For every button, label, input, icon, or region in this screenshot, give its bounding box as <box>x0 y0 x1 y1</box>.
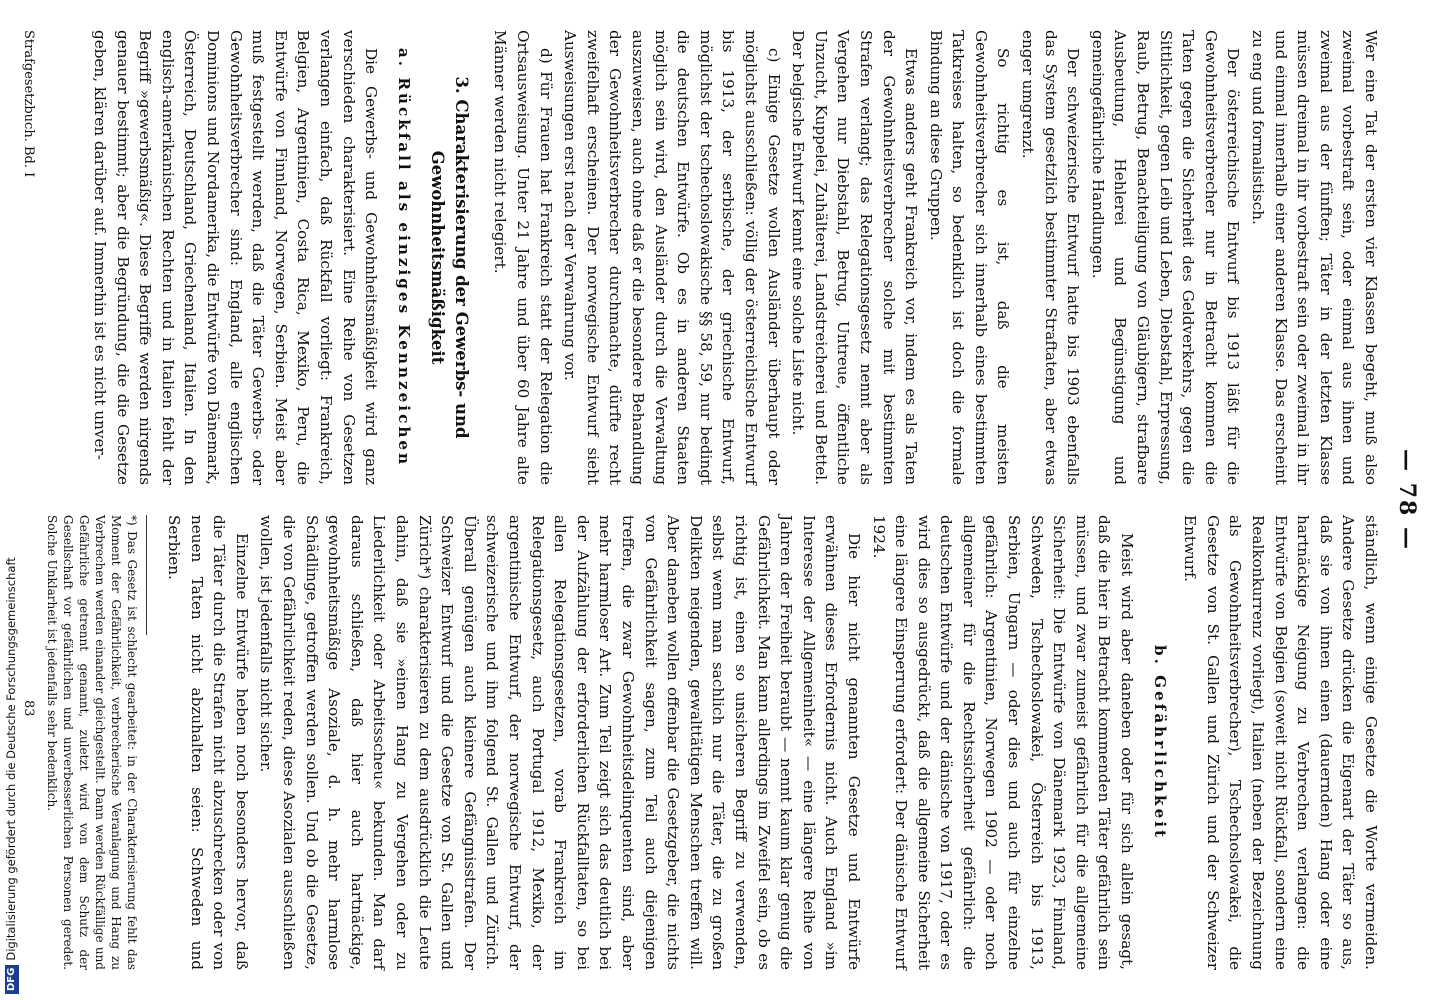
paragraph: ständlich, wenn einige Gesetze die Worte vermeiden. Andere Gesetze drücken die Eigenart der Täter so aus, daß sie von ihnen einen (dauernden) Hang oder eine hartnäckige Neigung zu Verbrechen verlangen: die Entwürfe von Belgien (soweit nicht Rückfall, sondern eine Realkonkurrenz vorliegt), Italien (neben der Bezeichnung als Gewohnheitsverbrecher), Tschechoslowakei, die Gesetze von St. Gallen und Zürich und der Schweizer Entwurf. <box>1181 515 1380 970</box>
subsection-heading-a: a. Rückfall als einziges Kennzeichen <box>394 47 413 468</box>
footnote: *) Das Gesetz ist schlecht gearbeitet: in der Charakterisierung fehlt das Moment der Gefährlichkeit, verbrecherische Veranlagung und Hang zu Verbrechen werden einander gleichgestellt. Dann werden Rückfällige und Gefährliche getrennt genannt, zuletzt wird von dem Schutz der Gesellschaft vor gefährlichen und unverbesserlichen Personen geredet. Solche Unklarheit ist jedenfalls sehr bedenklich. <box>44 515 139 970</box>
page-number: — 78 — <box>1394 449 1420 551</box>
paragraph: Der österreichische Entwurf bis 1913 läßt für die Gewohnheitsverbrecher nur in Betracht kommen die Taten gegen die Sicherheit des Geldverkehrs, gegen die Sittlichkeit, gegen Leib und Leben, Diebstahl, Erpressung, Raub, Betrug, Benachteiligung von Gläubigern, strafbare Ausbeutung, Hehlerei und Begünstigung und gemeingefährliche Handlungen. <box>1088 30 1243 485</box>
footer-signature: Strafgesetzbuch. Bd. I <box>21 30 36 178</box>
paragraph: Meist wird aber daneben oder für sich allein gesagt, daß die hier in Betracht kommenden Täter gefährlich sein müssen, und zwar zumeist gefährlich für die allgemeine Sicherheit: Die Entwürfe von Dänemark 1923, Finnland, Schweden, Tschechoslowakei, Österreich bis 1913, Serbien, Ungarn — oder dies und auch für einzelne gefährlich: Argentinien, Norwegen 1902 — oder noch allgemeiner für die Rechtssicherheit gefährlich: die deutschen Entwürfe und der dänische von 1917, oder es wird dies so ausgedrückt, daß die allgemeine Sicherheit eine längere Einsperrung erfordert: Der dänische Entwurf 1924. <box>869 515 1137 970</box>
footnote-divider <box>146 515 147 635</box>
footer-page-number: 83 <box>21 700 36 717</box>
credit-text: Digitalisierung gefördert durch die Deutsche Forschungsgemeinschaft <box>4 557 18 961</box>
paragraph: Einzelne Entwürfe heben noch besonders hervor, daß die Täter durch die Strafen nicht abzuschrecken oder von neuen Taten nicht abzuhalten seien: Schweden und Serbien. <box>165 515 251 970</box>
dfg-logo: DFG <box>5 965 19 994</box>
paragraph: c) Einige Gesetze wollen Ausländer überhaupt oder möglichst ausschließen: völlig der österreichische Entwurf bis 1913, der serbische, der griechische Entwurf, möglichst der tschechoslowakische §§ 58, 59, nur bedingt die deutschen Entwürfe. Ob es in anderen Staaten möglich sein wird, den Ausländer durch die Verwaltung auszuweisen, auch ohne daß er die besondere Behandlung der Gewohnheitsverbrecher durchmachte, dürfte recht zweifelhaft erscheinen. Der norwegische Entwurf sieht Ausweisungen erst nach der Verwahrung vor. <box>561 30 783 485</box>
paragraph: Die hier nicht genannten Gesetze und Entwürfe erwähnen dieses Erfordernis nicht. Auch England »im Interesse der Allgemeinheit« — eine längere Reihe von Jahren der Freiheit beraubt — nennt kaum klar genug die Gefährlichkeit. Man kann allerdings im Zweifel sein, ob es richtig ist, einen so unsicheren Begriff zu verwenden, selbst wenn man sachlich nur die Täter, die zu großen Delikten neigenden, gewalttätigen Menschen treffen will. Aber daneben wollen offenbar die Gesetzgeber, die nichts von Gefährlichkeit sagen, zum Teil auch diejenigen treffen, die zwar Gewohnheitsdelinquenten sind, aber mehr harmloser Art. Zum Teil zeigt sich das deutlich bei der Aufzählung der erforderlichen Rückfalltaten, so bei allen Relegationsgesetzen, vorab Frankreich im Relegationsgesetz, auch Portugal 1912, Mexiko, der argentinische Entwurf, der norwegische Entwurf, der schweizerische und ihm folgend St. Gallen und Zürich. Überall genügen auch kleinere Gefängnisstrafen. Der Schweizer Entwurf und die Gesetze von St. Gallen und Zürich*) charakterisieren zu dem ausdrücklich die Leute dahin, daß sie »einen Hang zu Vergehen oder zu Liederlichkeit oder Arbeitsscheu« bekunden. Man darf daraus schließen, daß hier auch hartnäckige, gewohnheitsmäßige Asoziale, d. h. mehr harmlose Schädlinge, getroffen werden sollen. Und ob die Gesetze, die von Gefährlichkeit reden, diese Asozialen ausschließen wollen, ist jedenfalls nicht sicher. <box>257 515 863 970</box>
section-heading: 3. Charakterisierung der Gewerbs- und Gewohnheitsmäßigkeit <box>427 76 471 439</box>
left-column <box>87 30 1382 485</box>
paragraph: d) Für Frauen hat Frankreich statt der Relegation die Ortsausweisung. Unter 21 Jahre und über 60 Jahre alte Männer werden nicht relegiert. <box>491 30 555 485</box>
subsection-heading-b: b. Gefährlichkeit <box>1150 644 1169 841</box>
paragraph: Der schweizerische Entwurf hatte bis 1903 ebenfalls das System gesetzlich bestimmter Straftaten, aber etwas enger umgrenzt. <box>1019 30 1083 485</box>
right-column <box>44 515 1382 970</box>
paragraph: So richtig es ist, daß die meisten Gewohnheitsverbrecher sich innerhalb eines bestimmten Tatkreises halten, so bedenklich ist doch die formale Bindung an diese Gruppen. <box>926 30 1013 485</box>
paragraph: Etwas anders geht Frankreich vor, indem es als Taten der Gewohnheitsverbrecher solche mit bestimmten Strafen verlangt; das Relegationsgesetz nennt aber als Vergehen nur Diebstahl, Betrug, Untreue, öffentliche Unzucht, Kuppelei, Zuhälterei, Landstreicherei und Bettel. Der belgische Entwurf kennt eine solche Liste nicht. <box>789 30 921 485</box>
paragraph: Die Gewerbs- und Gewohnheitsmäßigkeit wird ganz verschieden charakterisiert. Eine Reihe von Gesetzen verlangen einfach, daß Rückfall vorliegt: Frankreich, Belgien, Argentinien, Costa Rica, Mexiko, Peru, die Entwürfe von Finnland, Norwegen, Serbien. Meist aber muß festgestellt werden, daß die Täter Gewerbs- oder Gewohnheitsverbrecher sind: England, alle englischen Dominions und Nordamerika, die Entwürfe von Dänemark, Österreich, Deutschland, Griechenland, Italien. In den englisch-amerikanischen Rechten und in Italien fehlt der Begriff »gewerbsmäßig«. Diese Begriffe werden nirgends genauer bestimmt; aber die Begründung, die die Gesetze geben, klären darüber auf. Immerhin ist es nicht unver- <box>91 30 381 485</box>
paragraph: Wer eine Tat der ersten vier Klassen begeht, muß also zweimal vorbestraft sein, oder einmal aus ihnen und zweimal aus der fünften; Täter in der letzten Klasse müssen dreimal in ihr vorbestraft sein oder zweimal in ihr und einmal innerhalb einer anderen Klasse. Das erscheint zu eng und formalistisch. <box>1249 30 1380 485</box>
digitization-credit <box>0 0 22 1000</box>
